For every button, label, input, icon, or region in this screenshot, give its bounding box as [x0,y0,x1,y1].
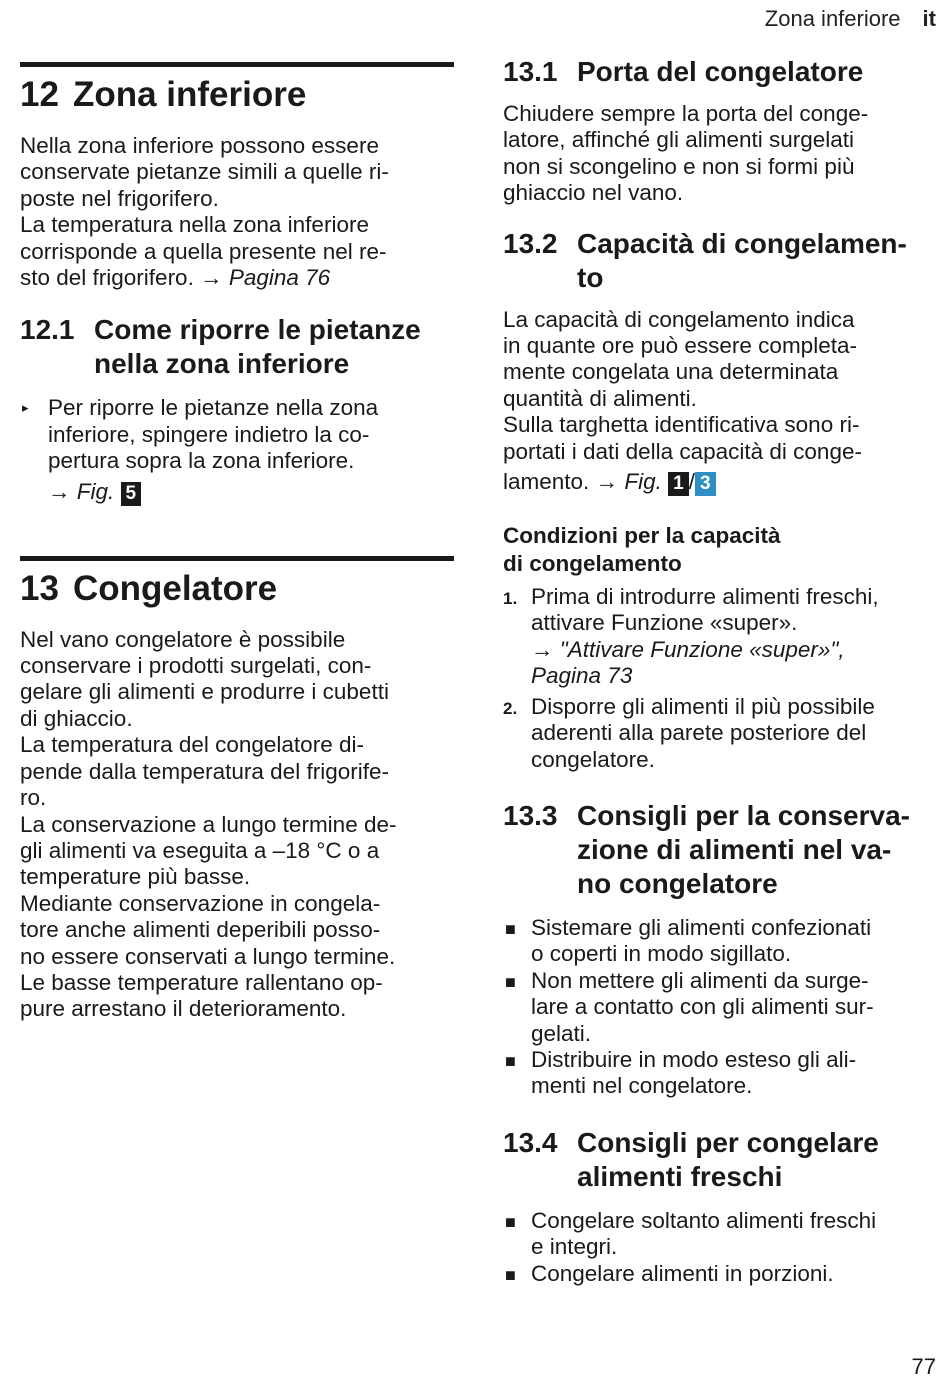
figure-label: Fig. [76,478,115,504]
text-line: Condizioni per la capacità [503,523,781,549]
text-line: conservate pietanze simili a quelle ri- [20,159,389,185]
page-number: 77 [911,1354,936,1379]
text-line: sto del frigorifero. → Pagina 76 [20,265,331,291]
text-line: conservare i prodotti surgelati, con- [20,653,372,679]
text-line: ghiaccio nel vano. [503,180,684,206]
text-line: mente congelata una determinata [503,359,839,385]
list-item [503,694,937,773]
subsection-title: Capacità di congelamen- to [577,227,907,293]
list-item [503,968,937,1047]
figure-number-badge: 5 [121,482,142,506]
text-line: Distribuire in modo esteso gli ali- [531,1046,857,1072]
running-header-title: Zona inferiore [764,6,901,31]
square-bullet-icon: ■ [505,1264,516,1285]
text-line: o coperti in modo sigillato. [531,941,792,967]
figure-number-badge: 3 [695,472,716,496]
text-line: Mediante conservazione in congela- [20,890,381,916]
page-reference[interactable]: → "Attivare Funzione «super»", [531,636,845,662]
figure-label: Fig. [624,469,662,495]
text-line: quantità di alimenti. [503,385,697,411]
text-line: gli alimenti va eseguita a –18 °C o a [20,837,380,863]
list-item [503,584,937,690]
step-number: 2. [503,698,518,718]
section-13-text [20,627,454,1023]
section-13-heading [20,565,454,613]
section-number: 12 [20,75,59,114]
text-line: La temperatura nella zona inferiore [20,212,369,238]
section-rule [20,62,454,67]
tips-list [503,915,937,1100]
section-12-text [20,133,454,291]
arrow-icon: → [200,265,223,291]
subsection-title: Consigli per la conserva- zione di alimenti nel va- no congelatore [577,799,910,899]
section-title: Congelatore [72,568,278,608]
text-line: di congelamento [503,551,682,577]
text-line: pende dalla temperatura del frigorife- [20,758,389,784]
subsection-number: 13.3 [503,799,558,831]
text-line: Congelare alimenti in porzioni. [531,1260,834,1286]
text-line: Pagina 73 [531,663,633,689]
subsection-number: 13.2 [503,227,558,259]
list-item [503,915,937,968]
arrow-icon: → [595,469,619,495]
text-line: attivare Funzione «super». [531,610,798,636]
section-rule [20,556,454,561]
figure-number-badge: 1 [668,472,689,496]
section-12-1-heading [20,313,454,381]
text-line: menti nel congelatore. [531,1073,753,1099]
arrow-icon: → [531,636,554,662]
step-number: 1. [503,589,518,609]
text-line: gelare gli alimenti e produrre i cubetti [20,679,389,705]
text-line: La capacità di congelamento indica [503,306,855,332]
text-line: lamento. → Fig. 1 / 3 [503,469,937,496]
triangle-bullet-icon: ▸ [22,400,29,416]
text-line: non si scongelino e non si formi più [503,153,855,179]
text-line: Chiudere sempre la porta del conge- [503,101,869,126]
section-13-2-text [503,307,937,496]
text-line: Sistemare gli alimenti confezionati [531,914,872,940]
text-line: tore anche alimenti deperibili posso- [20,917,381,943]
section-number: 13 [20,568,59,608]
square-bullet-icon: ■ [505,971,516,992]
figure-reference[interactable] [48,479,454,506]
text-line: corrisponde a quella presente nel re- [20,238,387,264]
list-item [503,1047,937,1100]
subsection-number: 13.1 [503,56,558,87]
text-line: lare a contatto con gli alimenti sur- [531,994,874,1020]
text-line: portati i dati della capacità di conge- [503,438,862,464]
text-line: Non mettere gli alimenti da surge- [531,967,869,993]
section-13-4-heading [503,1126,937,1194]
subsection-number: 12.1 [20,314,75,346]
text-line: no essere conservati a lungo termine. [20,943,396,969]
section-title: Zona inferiore [72,75,307,114]
text-line: La conservazione a lungo termine de- [20,811,397,837]
subsection-number: 13.4 [503,1126,558,1158]
text-line: La temperatura del congelatore di- [20,732,364,758]
text-line: Per riporre le pietanze nella zona [48,395,379,421]
subsection-title: Consigli per congelare alimenti freschi [577,1126,879,1192]
square-bullet-icon: ■ [505,918,516,939]
text-line: temperature più basse. [20,864,251,890]
steps-list [503,584,937,773]
section-13-1-heading [503,55,937,89]
left-column [20,62,454,1023]
text-line: latore, affinché gli alimenti surgelati [503,127,855,153]
subsection-title: Porta del congelatore [577,56,864,87]
section-13-3-heading [503,799,937,901]
figure-reference[interactable] [596,469,716,494]
text-line: ro. [20,785,47,811]
page-reference[interactable]: Pagina 76 [228,265,331,291]
figure-separator: / [688,469,695,495]
text-line: gelati. [531,1020,592,1046]
text-line: di ghiaccio. [20,705,133,731]
text-line: Disporre gli alimenti il più possibile [531,693,875,719]
conditions-heading [503,522,937,578]
text-line: in quante ore può essere completa- [503,333,857,359]
list-item [503,1261,937,1287]
text-line: aderenti alla parete posteriore del [531,720,867,746]
right-column [503,55,937,1287]
section-12-heading [20,71,454,119]
list-item [503,1208,937,1261]
arrow-icon: → [48,478,71,504]
text-line: Le basse temperature rallentano op- [20,969,383,995]
text-line: Nella zona inferiore possono essere [20,133,379,158]
section-13-2-heading [503,227,937,295]
text-line: Prima di introdurre alimenti freschi, [531,584,879,610]
text-line: Nel vano congelatore è possibile [20,626,346,652]
subsection-title: Come riporre le pietanze nella zona inferiore [94,314,421,380]
text-line: congelatore. [531,746,655,772]
instruction-list [20,395,454,505]
text-line: pure arrestano il deterioramento. [20,996,347,1022]
square-bullet-icon: ■ [505,1050,516,1071]
page-header [765,6,936,32]
tips-list [503,1208,937,1287]
text-line: poste nel frigorifero. [20,185,219,211]
language-code: it [922,6,936,31]
square-bullet-icon: ■ [505,1211,516,1232]
text-line: Congelare soltanto alimenti freschi [531,1207,877,1233]
list-item [20,395,454,505]
section-13-1-text [503,101,937,207]
text-line: pertura sopra la zona inferiore. [48,448,355,474]
text-line: inferiore, spingere indietro la co- [48,421,370,447]
text-line: e integri. [531,1234,618,1260]
text-line: Sulla targhetta identificativa sono ri- [503,412,860,438]
